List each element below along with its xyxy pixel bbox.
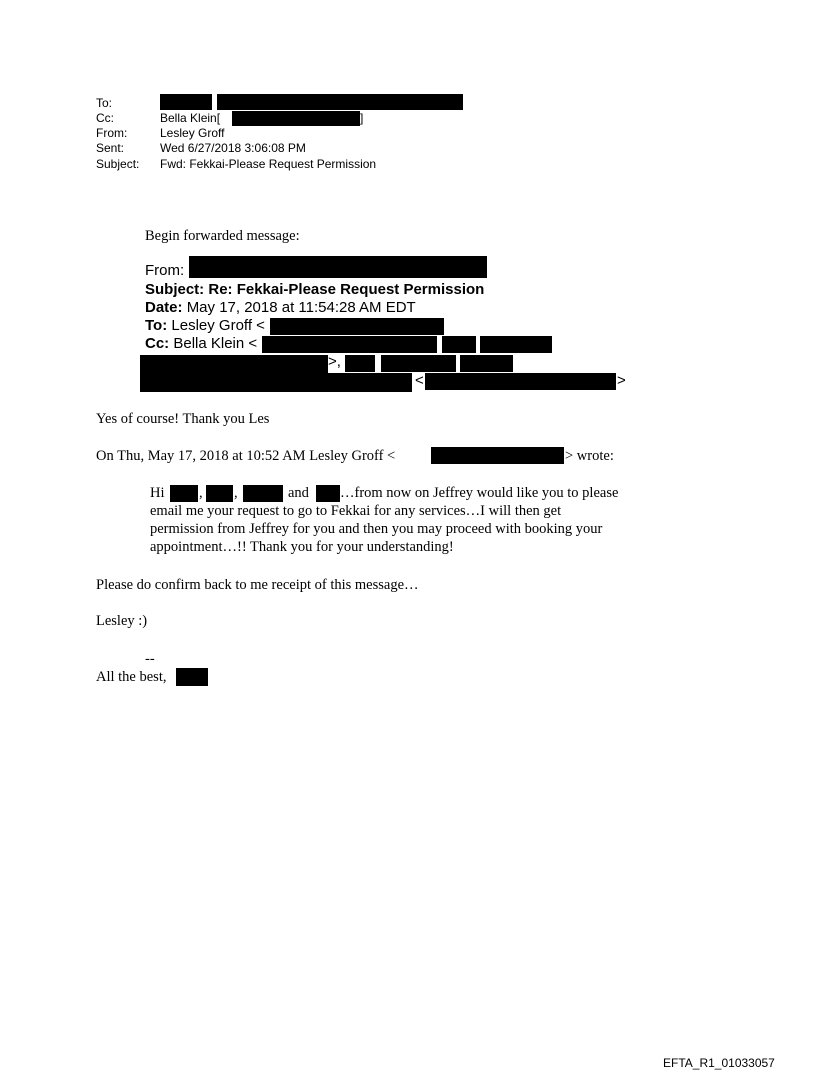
redaction <box>243 485 283 502</box>
quote-intro: On Thu, May 17, 2018 at 10:52 AM Lesley Groff < <box>96 448 396 464</box>
fwd-cc-line <box>145 335 257 353</box>
signoff-text: Lesley :) <box>96 613 148 629</box>
fwd-subject-line <box>145 281 484 299</box>
redaction <box>232 111 360 126</box>
redaction <box>345 355 375 372</box>
fwd-cc-gt: > <box>617 372 626 389</box>
cc-label: Cc: <box>96 111 114 125</box>
redaction <box>189 256 487 278</box>
signature-text: All the best, <box>96 669 167 685</box>
fwd-to-line <box>145 317 265 335</box>
redaction <box>425 373 616 390</box>
redaction <box>316 485 340 502</box>
fwd-cc-value: Bella Klein < <box>173 335 258 352</box>
fwd-cc-separator: >, <box>328 353 341 370</box>
redaction <box>270 318 444 335</box>
quote-and: and <box>288 485 309 501</box>
document-id: EFTA_R1_01033057 <box>663 1056 775 1070</box>
redaction <box>480 336 552 353</box>
from-value: Lesley Groff <box>160 126 225 140</box>
quote-line-2: email me your request to go to Fekkai for any services…I will then get <box>150 503 562 519</box>
quote-line-3: permission from Jeffrey for you and then you may proceed with booking your <box>150 521 603 537</box>
quote-line-1: …from now on Jeffrey would like you to please <box>340 485 619 501</box>
sent-value: Wed 6/27/2018 3:06:08 PM <box>160 141 306 155</box>
fwd-cc-lt: < <box>415 372 424 389</box>
fwd-from-label: From: <box>145 262 185 279</box>
quote-line-4: appointment…!! Thank you for your understanding! <box>150 539 454 555</box>
fwd-date-value: May 17, 2018 at 11:54:28 AM EDT <box>186 299 416 316</box>
signature-dashes: -- <box>145 651 155 667</box>
redaction <box>160 94 212 110</box>
subject-label: Subject: <box>96 157 140 171</box>
fwd-cc-label: Cc: <box>145 335 170 352</box>
redaction <box>217 94 463 110</box>
fwd-subject-value: Re: Fekkai-Please Request Permission <box>208 281 485 298</box>
fwd-subject-label: Subject: <box>145 281 205 298</box>
redaction <box>140 355 328 392</box>
forward-intro: Begin forwarded message: <box>145 228 300 244</box>
redaction <box>442 336 476 353</box>
sent-label: Sent: <box>96 141 125 155</box>
fwd-to-value: Lesley Groff < <box>171 317 265 334</box>
cc-value: Bella Klein[ <box>160 111 221 125</box>
quote-comma: , <box>234 485 238 501</box>
fwd-date-label: Date: <box>145 299 183 316</box>
quote-comma: , <box>199 485 203 501</box>
subject-value: Fwd: Fekkai-Please Request Permission <box>160 157 377 171</box>
confirm-text: Please do confirm back to me receipt of this message… <box>96 577 419 593</box>
redaction <box>328 373 412 392</box>
redaction <box>431 447 564 464</box>
fwd-to-label: To: <box>145 317 168 334</box>
redaction <box>262 336 437 353</box>
reply-text: Yes of course! Thank you Les <box>96 411 270 427</box>
redaction <box>176 668 208 686</box>
redaction <box>206 485 233 502</box>
cc-close: ] <box>360 111 364 125</box>
redaction <box>381 355 456 372</box>
from-label: From: <box>96 126 128 140</box>
fwd-date-line <box>145 299 416 317</box>
to-label: To: <box>96 96 113 110</box>
redaction <box>170 485 198 502</box>
quote-intro-end: > wrote: <box>565 448 614 464</box>
quote-hi: Hi <box>150 485 165 501</box>
redaction <box>460 355 513 372</box>
